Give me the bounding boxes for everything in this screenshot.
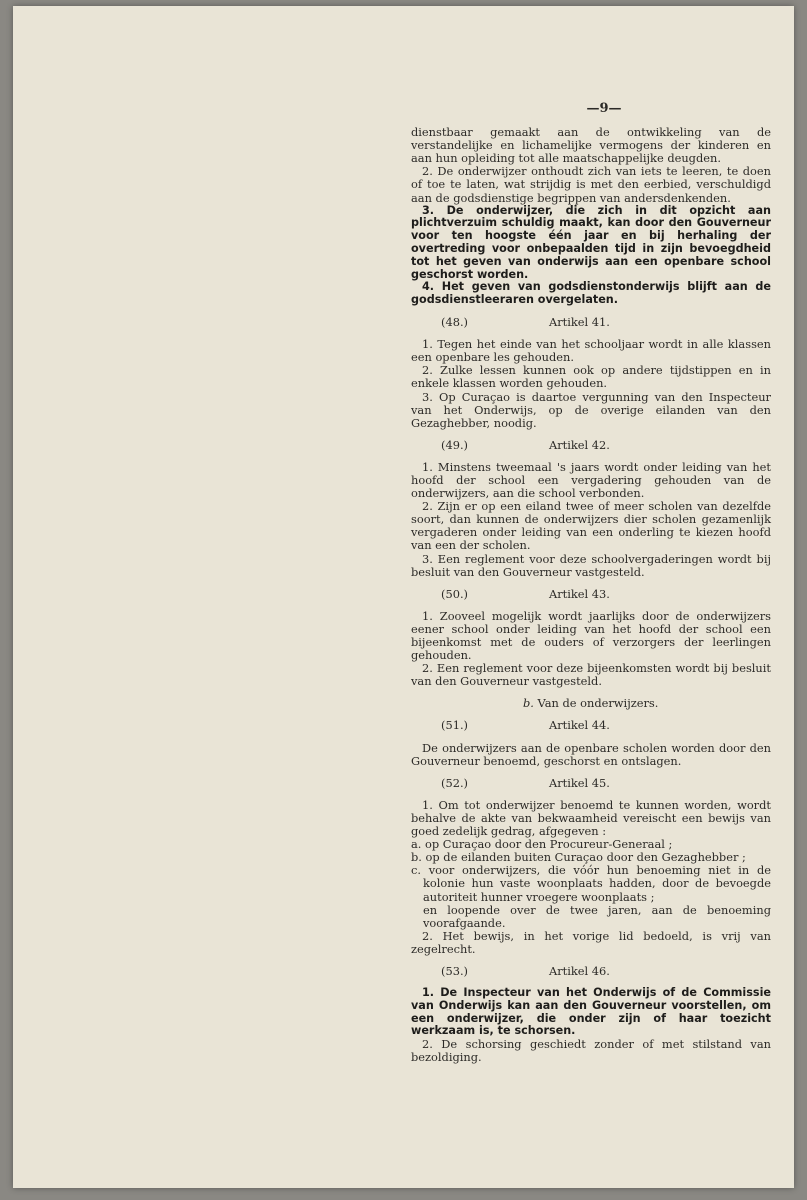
intro-paragraph-bold: 4. Het geven van godsdienstonderwijs blijft aan de godsdienstleeraren overgelaten.: [411, 280, 771, 307]
article-heading-46: [411, 965, 771, 978]
article-title: Artikel 46.: [549, 963, 610, 978]
article-title: Artikel 41.: [549, 315, 610, 330]
article-paragraph: 2. Zijn er op een eiland twee of meer scholen van dezelfde soort, dan kunnen de onderwijzers dier scholen gezamenlijk vergaderen onder leiding van een onderling te kiezen hoofd van een der scholen.: [411, 499, 771, 553]
article-old-number: (51.): [441, 718, 469, 733]
page-text-column: [411, 102, 771, 1064]
section-title: Van de onderwijzers.: [537, 696, 659, 711]
article-heading-43: [411, 588, 771, 601]
article-paragraph-bold: 1. De Inspecteur van het Onderwijs of de Commissie van Onderwijs kan aan den Gouverneur voorstellen, om een onderwijzer, die onder zijn of haar toezicht werkzaam is, te schorsen.: [411, 986, 771, 1038]
intro-paragraph: dienstbaar gemaakt aan de ontwikkeling van de verstandelijke en lichamelijke vermogens der kinderen en aan hun opleiding tot alle maatschappelijke deugden.: [411, 125, 771, 166]
article-title: Artikel 43.: [549, 586, 610, 601]
article-heading-41: [411, 316, 771, 329]
list-item: a. op Curaçao door den Procureur-Generaal ;: [411, 837, 673, 852]
article-title: Artikel 42.: [549, 437, 610, 452]
article-old-number: (50.): [441, 586, 469, 601]
article-old-number: (48.): [441, 315, 469, 330]
list-item: c. voor onderwijzers, die vóór hun benoeming niet in de kolonie hun vaste woonplaats hadden, door de bevoegde autoriteit hunner vroegere woonplaats ;: [411, 863, 771, 904]
intro-paragraph-bold: 3. De onderwijzer, die zich in dit opzicht aan plichtverzuim schuldig maakt, kan door den Gouverneur voor ten hoogste één jaar en bij herhaling der overtreding voor onbepaalden tijd in zijn bevoegdheid tot het geven van onderwijs aan een openbare school geschorst worden.: [411, 203, 771, 281]
article-title: Artikel 45.: [549, 775, 610, 790]
article-paragraph: 3. Een reglement voor deze schoolvergaderingen wordt bij besluit van den Gouverneur vastgesteld.: [411, 551, 771, 579]
article-heading-45: [411, 777, 771, 790]
article-paragraph: 1. Om tot onderwijzer benoemd te kunnen worden, wordt behalve de akte van bekwaamheid vereischt een bewijs van goed zedelijk gedrag, afgegeven :: [411, 797, 771, 839]
article-heading-42: [411, 439, 771, 452]
article-paragraph: De onderwijzers aan de openbare scholen worden door den Gouverneur benoemd, geschorst en ontslagen.: [411, 740, 771, 768]
list-item: b. op de eilanden buiten Curaçao door den Gezaghebber ;: [411, 850, 746, 865]
article-paragraph: 1. Zooveel mogelijk wordt jaarlijks door de onderwijzers eener school onder leiding van het hoofd der school een bijeenkomst met de ouders of verzorgers der leerlingen gehouden.: [411, 608, 771, 663]
page-number: —9—: [586, 101, 622, 116]
article-old-number: (52.): [441, 775, 469, 790]
article-paragraph: 2. Zulke lessen kunnen ook op andere tijdstippen en in enkele klassen worden gehouden.: [411, 363, 771, 391]
intro-paragraph: 2. De onderwijzer onthoudt zich van iets te leeren, te doen of toe te laten, wat strijdig is met den eerbied, verschuldigd aan de godsdienstige begrippen van andersdenkenden.: [411, 164, 771, 205]
section-heading-b: [411, 697, 771, 710]
article-old-number: (49.): [441, 437, 469, 452]
article-paragraph: 2. De schorsing geschiedt zonder of met stilstand van bezoldiging.: [411, 1037, 771, 1065]
list-continuation: en loopende over de twee jaren, aan de benoeming voorafgaande.: [423, 902, 771, 930]
article-paragraph: 1. Minstens tweemaal 's jaars wordt onder leiding van het hoofd der school een vergadering gehouden van de onderwijzers, aan die school verbonden.: [411, 459, 771, 501]
article-paragraph: 2. Het bewijs, in het vorige lid bedoeld, is vrij van zegelrecht.: [411, 928, 771, 956]
article-heading-44: [411, 719, 771, 732]
article-paragraph: 2. Een reglement voor deze bijeenkomsten wordt bij besluit van den Gouverneur vastgesteld.: [411, 661, 771, 689]
article-title: Artikel 44.: [549, 718, 610, 733]
article-paragraph: 3. Op Curaçao is daartoe vergunning van den Inspecteur van het Onderwijs, op de overige eilanden van den Gezaghebber, noodig.: [411, 389, 771, 430]
article-old-number: (53.): [441, 963, 469, 978]
section-letter: b.: [523, 696, 534, 711]
article-paragraph: 1. Tegen het einde van het schooljaar wordt in alle klassen een openbare les gehouden.: [411, 337, 771, 365]
document-sheet: [13, 6, 794, 1188]
